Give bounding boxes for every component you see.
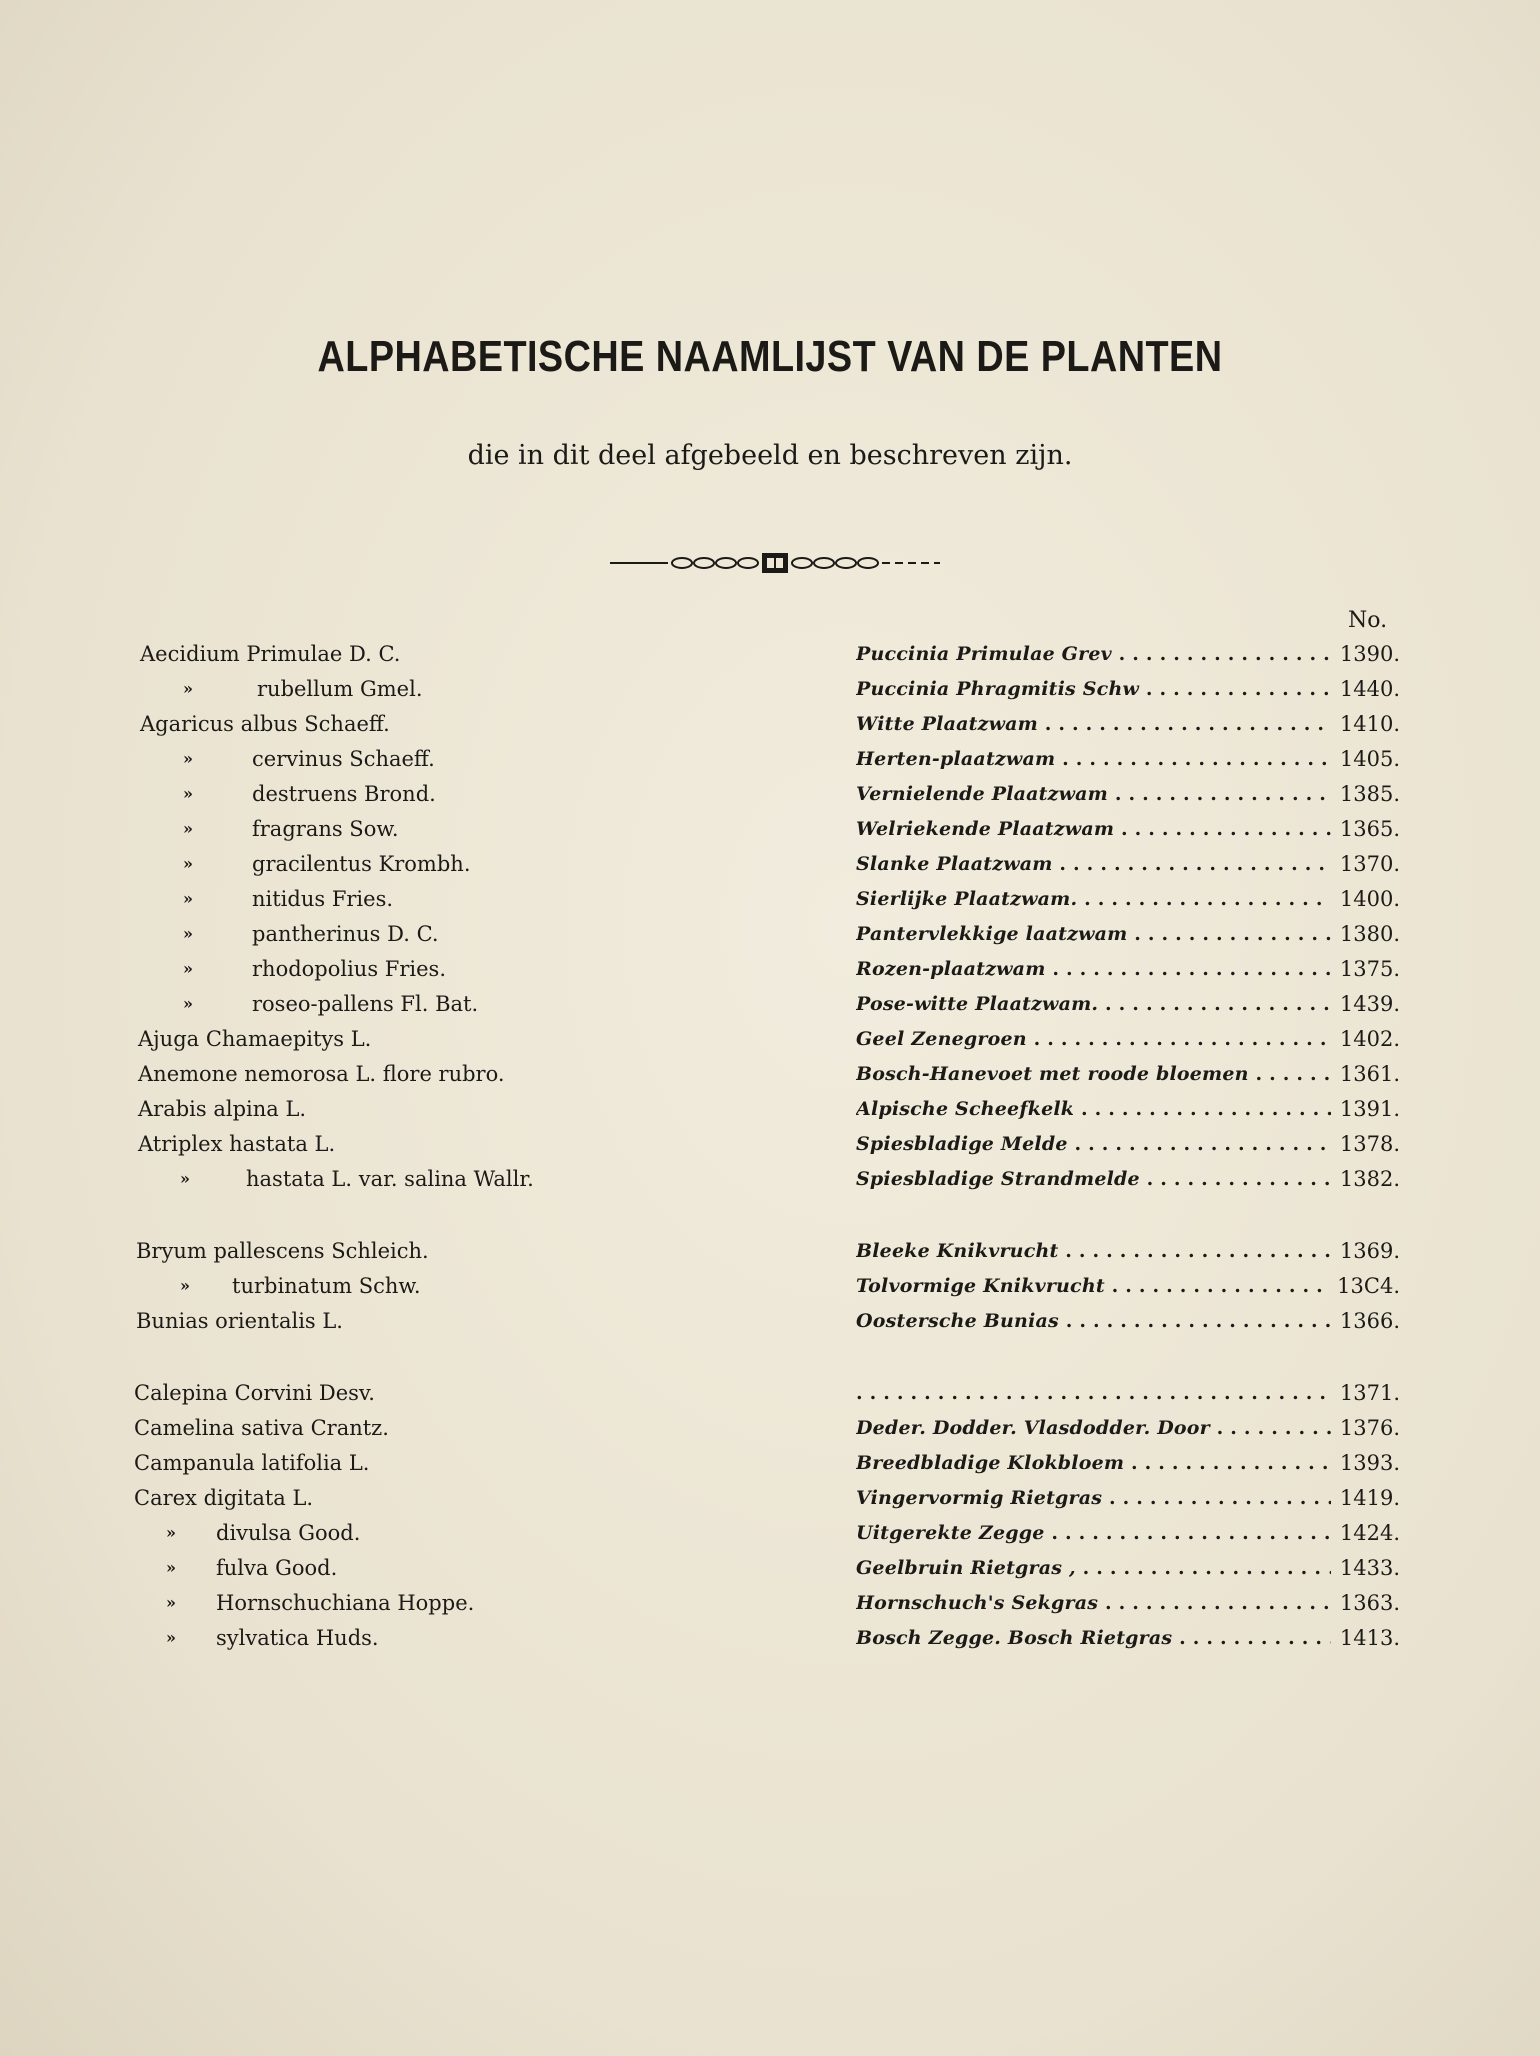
plate-number: 1391. xyxy=(1339,1097,1400,1121)
ditto-mark: » xyxy=(183,749,193,768)
index-entry xyxy=(0,1376,1540,1410)
dutch-name: Spiesbladige Melde . . . xyxy=(856,1127,1331,1161)
plate-number: 1440. xyxy=(1339,677,1400,701)
page-title: ALPHABETISCHE NAAMLIJST VAN DE PLANTEN xyxy=(317,332,1223,381)
plate-number: 1363. xyxy=(1339,1591,1400,1615)
dutch-name: Bosch Zegge. Bosch Rietgras . . . xyxy=(856,1621,1331,1655)
scientific-name: rubellum Gmel. xyxy=(257,677,423,701)
dutch-name: Hornschuch's Sekgras . . . xyxy=(856,1586,1331,1620)
index-entry xyxy=(0,952,1540,986)
index-entry xyxy=(0,1162,1540,1196)
dutch-name: Sierlijke Plaatzwam. . . . xyxy=(856,882,1331,916)
index-entry xyxy=(0,1269,1540,1303)
plate-number: 1369. xyxy=(1339,1239,1400,1263)
scientific-name: fulva Good. xyxy=(216,1556,338,1580)
plate-number: 1376. xyxy=(1339,1416,1400,1440)
ditto-mark: » xyxy=(166,1628,176,1647)
scientific-name: Carex digitata L. xyxy=(134,1486,314,1510)
scientific-name: destruens Brond. xyxy=(252,782,436,806)
index-entry xyxy=(0,1551,1540,1585)
scientific-name: Aecidium Primulae D. C. xyxy=(140,642,401,666)
ditto-mark: » xyxy=(183,994,193,1013)
dutch-name: Witte Plaatzwam . . . xyxy=(856,707,1331,741)
plate-number: 1378. xyxy=(1339,1132,1400,1156)
plate-number: 1419. xyxy=(1339,1486,1400,1510)
scientific-name: fragrans Sow. xyxy=(252,817,399,841)
dutch-name: Vernielende Plaatzwam . . . xyxy=(856,777,1331,811)
dutch-name: Slanke Plaatzwam . . . xyxy=(856,847,1331,881)
dutch-name: Vingervormig Rietgras . . . xyxy=(856,1481,1331,1515)
dutch-name: Geel Zenegroen . . . xyxy=(856,1022,1331,1056)
ditto-mark: » xyxy=(183,924,193,943)
ditto-mark: » xyxy=(183,959,193,978)
plate-number: 1424. xyxy=(1339,1521,1400,1545)
index-entry xyxy=(0,1092,1540,1126)
dutch-name: Puccinia Primulae Grev . . . xyxy=(856,637,1331,671)
index-entry xyxy=(0,1586,1540,1620)
scientific-name: Hornschuchiana Hoppe. xyxy=(216,1591,475,1615)
plate-number: 1380. xyxy=(1339,922,1400,946)
dutch-name: Pantervlekkige laatzwam . . . xyxy=(856,917,1331,951)
scientific-name: nitidus Fries. xyxy=(252,887,394,911)
index-entry xyxy=(0,847,1540,881)
index-entry xyxy=(0,1057,1540,1091)
scientific-name: Calepina Corvini Desv. xyxy=(134,1381,375,1405)
scientific-name: turbinatum Schw. xyxy=(232,1274,421,1298)
plate-number: 1370. xyxy=(1339,852,1400,876)
ditto-mark: » xyxy=(166,1558,176,1577)
index-entry xyxy=(0,1022,1540,1056)
scientific-name: Bryum pallescens Schleich. xyxy=(136,1239,429,1263)
index-entry xyxy=(0,812,1540,846)
scientific-name: Camelina sativa Crantz. xyxy=(134,1416,389,1440)
dutch-name xyxy=(856,1376,1331,1410)
scientific-name: Campanula latifolia L. xyxy=(134,1451,370,1475)
ditto-mark: » xyxy=(183,889,193,908)
dutch-name: Pose-witte Plaatzwam. . . . xyxy=(856,987,1331,1021)
plate-number: 1405. xyxy=(1339,747,1400,771)
plate-number: 1439. xyxy=(1339,992,1400,1016)
scientific-name: gracilentus Krombh. xyxy=(252,852,471,876)
index-entry xyxy=(0,637,1540,671)
scientific-name: Arabis alpina L. xyxy=(138,1097,307,1121)
dutch-name: Rozen-plaatzwam . . . xyxy=(856,952,1331,986)
ditto-mark: » xyxy=(180,1169,190,1188)
plate-number: 1371. xyxy=(1339,1381,1400,1405)
plate-number: 1410. xyxy=(1339,712,1400,736)
index-entry xyxy=(0,1127,1540,1161)
scientific-name: Anemone nemorosa L. flore rubro. xyxy=(138,1062,505,1086)
plate-number: 1385. xyxy=(1339,782,1400,806)
ditto-mark: » xyxy=(180,1276,190,1295)
index-entry xyxy=(0,742,1540,776)
index-entry xyxy=(0,1446,1540,1480)
scientific-name: pantherinus D. C. xyxy=(252,922,439,946)
index-entry xyxy=(0,1516,1540,1550)
dutch-name: Uitgerekte Zegge . . . xyxy=(856,1516,1331,1550)
plate-number: 1366. xyxy=(1339,1309,1400,1333)
index-entry xyxy=(0,1304,1540,1338)
page-subtitle: die in dit deel afgebeeld en beschreven zijn. xyxy=(467,440,1073,471)
scientific-name: hastata L. var. salina Wallr. xyxy=(246,1167,534,1191)
scientific-name: divulsa Good. xyxy=(216,1521,361,1545)
plate-number: 1390. xyxy=(1339,642,1400,666)
plate-number: 1413. xyxy=(1339,1626,1400,1650)
plate-number: 1365. xyxy=(1339,817,1400,841)
dutch-name: Spiesbladige Strandmelde . . . xyxy=(856,1162,1331,1196)
number-column-header: No. xyxy=(1348,608,1388,633)
index-entry xyxy=(0,917,1540,951)
scientific-name: Ajuga Chamaepitys L. xyxy=(138,1027,372,1051)
scientific-name: cervinus Schaeff. xyxy=(252,747,435,771)
plate-number: 1402. xyxy=(1339,1027,1400,1051)
index-entry xyxy=(0,1481,1540,1515)
dutch-name: Oostersche Bunias . . . xyxy=(856,1304,1331,1338)
dutch-name: Welriekende Plaatzwam . . . xyxy=(856,812,1331,846)
scientific-name: Atriplex hastata L. xyxy=(138,1132,336,1156)
scientific-name: sylvatica Huds. xyxy=(216,1626,379,1650)
dutch-name: Bleeke Knikvrucht . . . xyxy=(856,1234,1331,1268)
index-entry xyxy=(0,882,1540,916)
ditto-mark: » xyxy=(183,679,193,698)
ditto-mark: » xyxy=(166,1593,176,1612)
plate-number: 13C4. xyxy=(1337,1274,1400,1298)
index-entry xyxy=(0,1411,1540,1445)
index-entry xyxy=(0,987,1540,1021)
ditto-mark: » xyxy=(183,784,193,803)
dutch-name: Herten-plaatzwam . . . xyxy=(856,742,1331,776)
plate-number: 1375. xyxy=(1339,957,1400,981)
plate-number: 1361. xyxy=(1339,1062,1400,1086)
ditto-mark: » xyxy=(166,1523,176,1542)
index-entry xyxy=(0,707,1540,741)
scientific-name: roseo-pallens Fl. Bat. xyxy=(252,992,479,1016)
ditto-mark: » xyxy=(183,854,193,873)
plate-number: 1433. xyxy=(1339,1556,1400,1580)
dutch-name: Deder. Dodder. Vlasdodder. Door . . . xyxy=(856,1411,1331,1445)
index-entry xyxy=(0,1621,1540,1655)
dutch-name: Alpische Scheefkelk . . . xyxy=(856,1092,1331,1126)
dutch-name: Geelbruin Rietgras , . . . xyxy=(856,1551,1331,1585)
plate-number: 1382. xyxy=(1339,1167,1400,1191)
plate-number: 1400. xyxy=(1339,887,1400,911)
index-entry xyxy=(0,777,1540,811)
index-entry xyxy=(0,672,1540,706)
dutch-name: Bosch-Hanevoet met roode bloemen . . . xyxy=(856,1057,1331,1091)
scientific-name: rhodopolius Fries. xyxy=(252,957,446,981)
scientific-name: Bunias orientalis L. xyxy=(136,1309,343,1333)
index-entry xyxy=(0,1234,1540,1268)
plate-number: 1393. xyxy=(1339,1451,1400,1475)
dutch-name: Tolvormige Knikvrucht . . . xyxy=(856,1269,1331,1303)
scientific-name: Agaricus albus Schaeff. xyxy=(140,712,390,736)
dutch-name: Breedbladige Klokbloem . . . xyxy=(856,1446,1331,1480)
ditto-mark: » xyxy=(183,819,193,838)
dutch-name: Puccinia Phragmitis Schw . . . xyxy=(856,672,1331,706)
